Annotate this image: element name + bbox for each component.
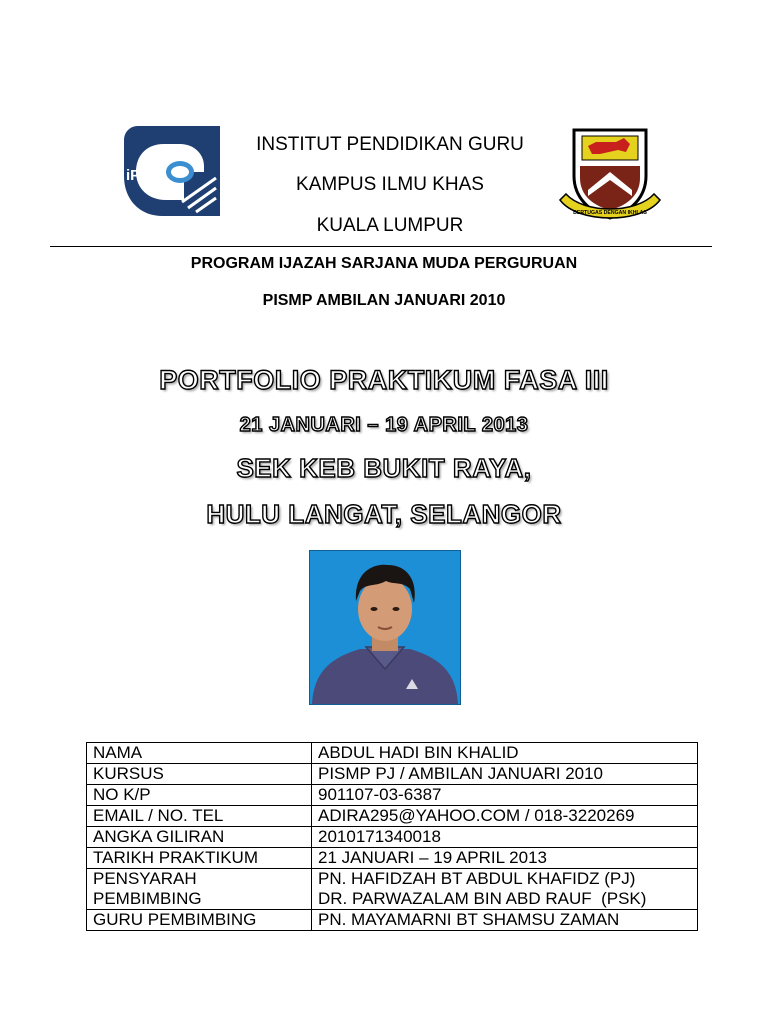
table-row (87, 806, 698, 827)
student-details-table (86, 742, 698, 931)
ipg-logo (124, 126, 220, 216)
detail-label-line: PEMBIMBING (93, 889, 202, 908)
detail-value: 901107-03-6387 (312, 785, 698, 806)
detail-label: NAMA (87, 743, 312, 764)
school-name: SEK KEB BUKIT RAYA, (236, 453, 532, 483)
detail-value: PN. MAYAMARNI BT SHAMSU ZAMAN (312, 910, 698, 931)
school-location: HULU LANGAT, SELANGOR (206, 499, 562, 529)
header-divider (50, 246, 712, 247)
detail-label: NO K/P (87, 785, 312, 806)
detail-label (87, 869, 312, 910)
detail-value: PISMP PJ / AMBILAN JANUARI 2010 (312, 764, 698, 785)
table-row (87, 827, 698, 848)
detail-value: ADIRA295@YAHOO.COM / 018-3220269 (312, 806, 698, 827)
school-crest (556, 124, 664, 228)
detail-label: ANGKA GILIRAN (87, 827, 312, 848)
detail-label: EMAIL / NO. TEL (87, 806, 312, 827)
detail-label: KURSUS (87, 764, 312, 785)
campus-name: KAMPUS ILMU KHAS (296, 174, 484, 195)
crest-motto: BERTUGAS DENGAN IKHLAS (573, 210, 647, 216)
table-row (87, 910, 698, 931)
detail-value-line: DR. PARWAZALAM BIN ABD RAUF (PSK) (318, 889, 647, 908)
detail-value (312, 869, 698, 910)
institute-name: INSTITUT PENDIDIKAN GURU (256, 134, 524, 155)
ipg-logo-text: iPG (126, 167, 152, 184)
detail-value: 2010171340018 (312, 827, 698, 848)
portfolio-dates: 21 JANUARI – 19 APRIL 2013 (239, 414, 529, 436)
student-photo (309, 550, 461, 705)
table-row (87, 869, 698, 910)
table-row (87, 743, 698, 764)
city-name: KUALA LUMPUR (316, 215, 464, 236)
detail-label-line: PENSYARAH (93, 869, 197, 888)
table-row (87, 785, 698, 806)
program-intake: PISMP AMBILAN JANUARI 2010 (262, 292, 506, 309)
detail-value: 21 JANUARI – 19 APRIL 2013 (312, 848, 698, 869)
detail-value: ABDUL HADI BIN KHALID (312, 743, 698, 764)
table-row (87, 764, 698, 785)
detail-label: GURU PEMBIMBING (87, 910, 312, 931)
program-title: PROGRAM IJAZAH SARJANA MUDA PERGURUAN (190, 255, 578, 272)
portfolio-title: PORTFOLIO PRAKTIKUM FASA III (159, 365, 609, 395)
table-row (87, 848, 698, 869)
detail-value-line: PN. HAFIDZAH BT ABDUL KHAFIDZ (PJ) (318, 869, 636, 888)
student-portrait-icon (310, 551, 460, 704)
detail-label: TARIKH PRAKTIKUM (87, 848, 312, 869)
